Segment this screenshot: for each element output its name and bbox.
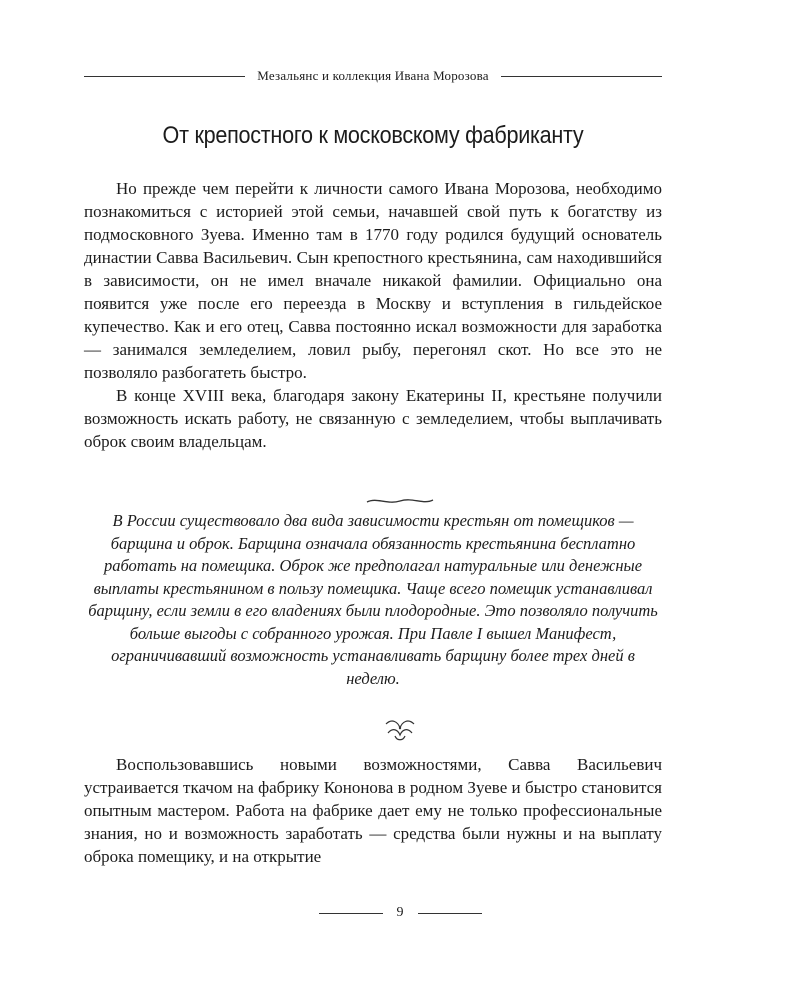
flourish-divider-bottom xyxy=(0,716,800,746)
footer-rule-right xyxy=(418,913,482,914)
flourish-line-icon xyxy=(365,495,435,507)
paragraph: Но прежде чем перейти к личности самого Ивана Морозова, необходимо познакомиться с историей этой семьи, начавшей свой путь к богатству из подмосковного Зуева. Именно там в 1770 году родился будущий основатель династии Савва Васильевич. Сын крепостного крестьянина, сам находившийся в зависимости, он не имел вначале никакой фамилии. Официально она появится уже после его переезда в Москву и вступления в гильдейское купечество. Как и его отец, Савва постоянно искал возможности для заработка — занимался земледелием, ловил рыбу, перегонял скот. Но все это не позволяло разбогатеть быстро. xyxy=(84,179,662,382)
header-rule-left xyxy=(84,76,245,77)
running-header xyxy=(84,66,662,86)
page-number: 9 xyxy=(396,905,404,920)
running-title: Мезальянс и коллекция Ивана Морозова xyxy=(257,68,489,83)
paragraph: Воспользовавшись новыми возможностями, Савва Васильевич устраивается ткачом на фабрику Кононова в родном Зуеве и быстро становится опытным мастером. Работа на фабрике дает ему не только профессиональные знания, но и возможность заработать — средства были нужны и на выплату оброка помещику, и на открытие xyxy=(84,755,662,866)
sidebar-text: В России существовало два вида зависимости крестьян от помещиков — барщина и оброк. Барщина означала обязанность крестьянина бесплатно работать на помещика. Оброк же предполагал натуральные или денежные выплаты крестьянином в пользу помещика. Чаще всего помещик устанавливал барщину, если земли в его владениях были плодородные. Это позволяло получить больше выгоды с собранного урожая. При Павле I вышел Манифест, ограничивавший возможность устанавливать барщину более трех дней в неделю. xyxy=(88,511,658,688)
flourish-divider-top xyxy=(0,492,800,508)
sidebar-note xyxy=(84,510,662,690)
page-footer xyxy=(0,903,800,923)
flourish-ornament-icon xyxy=(383,716,417,742)
header-rule-right xyxy=(501,76,662,77)
body-text-block xyxy=(84,177,662,453)
paragraph: В конце XVIII века, благодаря закону Екатерины II, крестьяне получили возможность искать работу, не связанную с земледелием, чтобы выплачивать оброк своим владельцам. xyxy=(84,386,662,451)
footer-rule-left xyxy=(319,913,383,914)
chapter-title: От крепостного к московскому фабриканту xyxy=(162,122,584,149)
body-text-block xyxy=(84,753,662,868)
